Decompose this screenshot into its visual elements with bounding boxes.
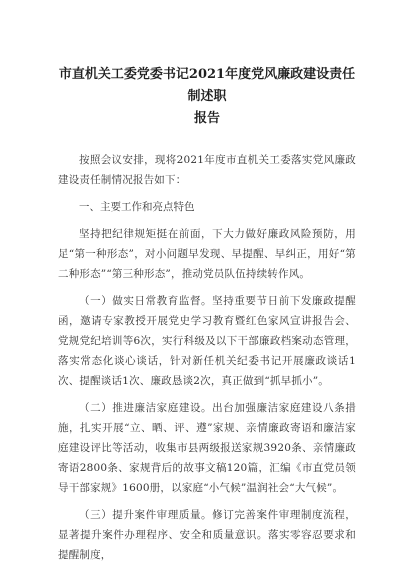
title-line-2: 报告 (193, 111, 220, 126)
section-heading-1: 一、主要工作和亮点特色 (79, 201, 195, 213)
intro-paragraph: 按照会议安排，现将2021年度市直机关工委落实党风廉政建设责任制情况报告如下： (58, 154, 356, 186)
paragraph-3: （二）推进廉洁家庭建设。出台加强廉洁家庭建设八条措施，扎实开展“立、晒、评、遵”家规、亲情廉政寄语和廉洁家庭建设评比等活动，收集市县两级报送家规3920条、亲情廉政寄语2800条、家规背后的故事文稿120篇，汇编《市直党员领导干部家规》1600册，以家庭“小气候”温润社会“大气候”。 (58, 402, 356, 494)
paragraph-4: （三）提升案件审理质量。修订完善案件审理制度流程，显著提升案件办理程序、安全和质量意识。落实零容忍要求和提醒制度， (58, 509, 356, 561)
paragraph-2: （一）做实日常教育监督。坚持重要节日前下发廉政提醒函，邀请专家教授开展党史学习教育暨红色家风宣讲报告会、党规党纪培训等6次，实行科级及以下干部廉政档案动态管理，落实常态化谈心谈话，针对新任机关纪委书记开展廉政谈话1次、提醒谈话1次、廉政恳谈2次，真正做到“抓早抓小”。 (58, 295, 356, 387)
title-line-1: 市直机关工委党委书记2021年度党风廉政建设责任制述职 (58, 67, 356, 104)
paragraph-1: 坚持把纪律规矩挺在前面，下大力做好廉政风险预防，用足“第一种形态”，对小问题早发现、早提醒、早纠正，用好“第二种形态”“第三种形态”，推动党员队伍持续转作风。 (58, 228, 356, 280)
document-title (58, 64, 356, 130)
